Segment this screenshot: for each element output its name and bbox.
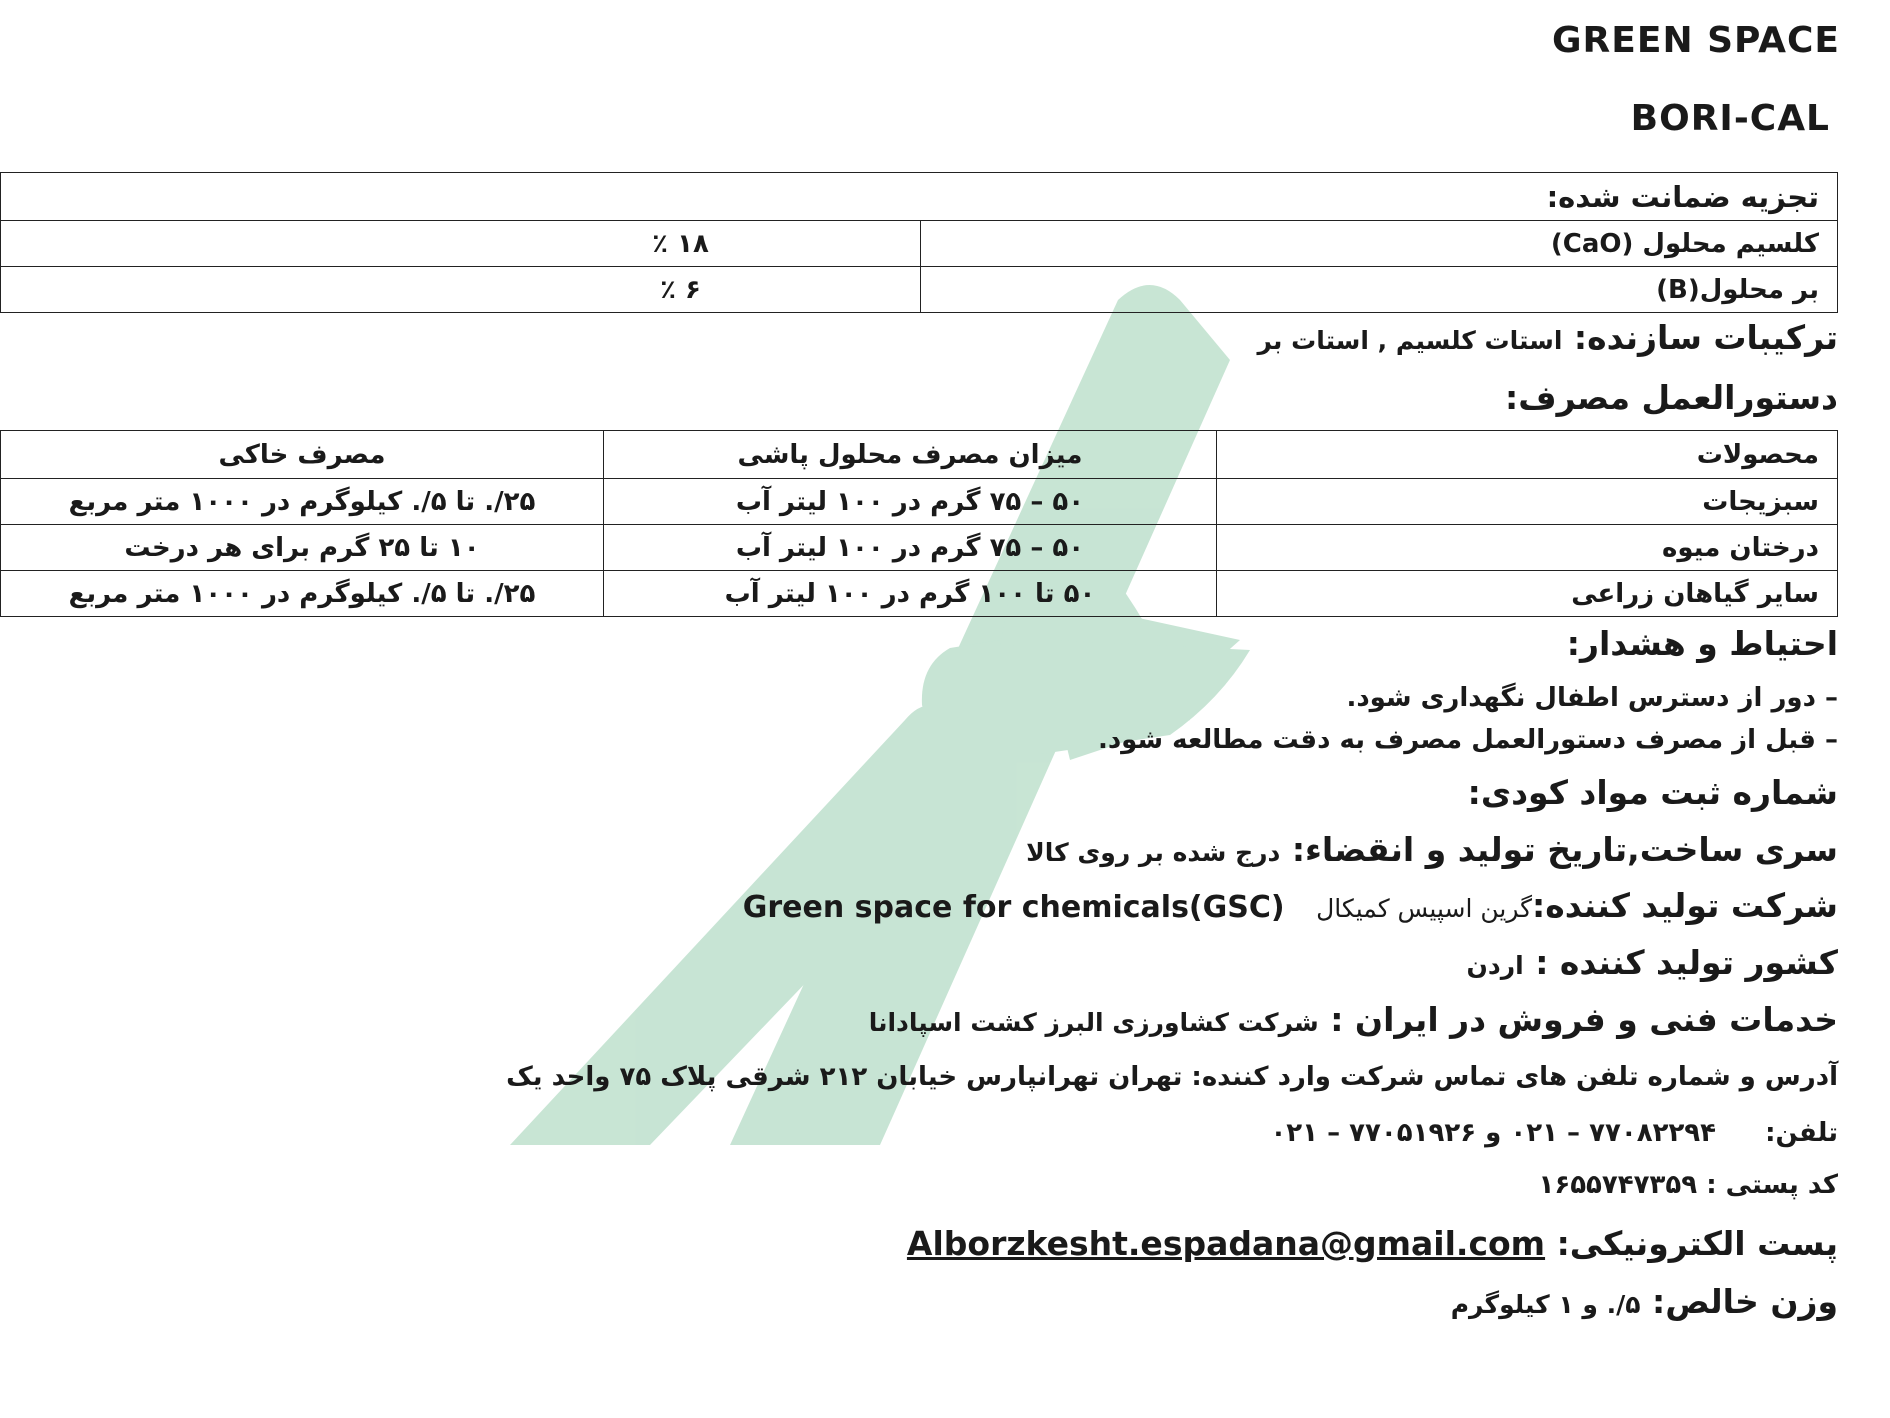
phone-value: ۷۷۰۸۲۲۹۴ – ۰۲۱ و ۷۷۰۵۱۹۲۶ – ۰۲۱ bbox=[1270, 1118, 1717, 1148]
usage-crop: درختان میوه bbox=[1217, 525, 1838, 571]
warning-item: – دور از دسترس اطفال نگهداری شود. bbox=[1346, 683, 1838, 713]
registration-label: شماره ثبت مواد کودی: bbox=[1467, 773, 1838, 812]
brand-name: GREEN SPACE bbox=[1552, 20, 1840, 61]
usage-foliar: ۵۰ – ۷۵ گرم در ۱۰۰ لیتر آب bbox=[604, 479, 1217, 525]
email-link[interactable]: Alborzkesht.espadana@gmail.com bbox=[906, 1224, 1546, 1263]
weight-value: ۵/. و ۱ کیلوگرم bbox=[1450, 1290, 1641, 1319]
usage-table bbox=[0, 430, 1838, 617]
analysis-label-cao: کلسیم محلول (CaO) bbox=[921, 221, 1838, 267]
warning-item: – قبل از مصرف دستورالعمل مصرف به دقت مطالعه شود. bbox=[1097, 725, 1838, 755]
batch-value: درج شده بر روی کالا bbox=[1026, 838, 1281, 867]
phone-label: تلفن: bbox=[1765, 1118, 1838, 1148]
usage-header-foliar: میزان مصرف محلول پاشی bbox=[604, 431, 1217, 479]
email-label: پست الکترونیکی: bbox=[1556, 1224, 1838, 1263]
composition-label: ترکیبات سازنده: bbox=[1573, 318, 1838, 357]
composition-value: استات کلسیم , استات بر bbox=[1257, 326, 1563, 355]
table-row bbox=[1, 571, 1838, 617]
postal-line bbox=[1538, 1170, 1838, 1200]
table-row bbox=[1, 479, 1838, 525]
services-line bbox=[869, 1000, 1838, 1039]
composition-line bbox=[1257, 318, 1838, 357]
postal-value: ۱۶۵۵۷۴۷۳۵۹ bbox=[1538, 1170, 1698, 1200]
analysis-label-boron: بر محلول(B) bbox=[921, 267, 1838, 313]
usage-title: دستورالعمل مصرف: bbox=[1505, 378, 1838, 417]
table-row bbox=[1, 525, 1838, 571]
batch-line bbox=[1026, 830, 1838, 869]
usage-foliar: ۵۰ تا ۱۰۰ گرم در ۱۰۰ لیتر آب bbox=[604, 571, 1217, 617]
country-line bbox=[1467, 943, 1838, 982]
usage-foliar: ۵۰ – ۷۵ گرم در ۱۰۰ لیتر آب bbox=[604, 525, 1217, 571]
usage-header-crop: محصولات bbox=[1217, 431, 1838, 479]
analysis-value-boron: ۶ ٪ bbox=[1, 267, 921, 313]
manufacturer-line bbox=[743, 886, 1838, 925]
services-value: شرکت کشاورزی البرز کشت اسپادانا bbox=[868, 1008, 1319, 1037]
usage-crop: سایر گیاهان زراعی bbox=[1217, 571, 1838, 617]
analysis-table bbox=[0, 172, 1838, 313]
manufacturer-value-fa: گرین اسپیس کمیکال bbox=[1316, 894, 1533, 923]
usage-header-row bbox=[1, 431, 1838, 479]
weight-line bbox=[1451, 1282, 1838, 1321]
usage-header-soil: مصرف خاکی bbox=[1, 431, 604, 479]
phone-line bbox=[1270, 1118, 1838, 1148]
warnings-title: احتیاط و هشدار: bbox=[1566, 624, 1838, 663]
manufacturer-value-en: Green space for chemicals(GSC) bbox=[742, 890, 1285, 925]
postal-label: کد پستی : bbox=[1706, 1170, 1838, 1200]
usage-soil: ۱۰ تا ۲۵ گرم برای هر درخت bbox=[1, 525, 604, 571]
usage-soil: ۲۵/. تا ۵/. کیلوگرم در ۱۰۰۰ متر مربع bbox=[1, 571, 604, 617]
batch-label: سری ساخت,تاریخ تولید و انقضاء: bbox=[1291, 830, 1838, 869]
usage-soil: ۲۵/. تا ۵/. کیلوگرم در ۱۰۰۰ متر مربع bbox=[1, 479, 604, 525]
country-value: اردن bbox=[1466, 951, 1524, 980]
usage-crop: سبزیجات bbox=[1217, 479, 1838, 525]
product-name: BORI-CAL bbox=[1630, 98, 1830, 139]
weight-label: وزن خالص: bbox=[1652, 1282, 1838, 1321]
manufacturer-label: شرکت تولید کننده: bbox=[1532, 886, 1838, 925]
country-label: کشور تولید کننده : bbox=[1535, 943, 1838, 982]
services-label: خدمات فنی و فروش در ایران : bbox=[1330, 1000, 1838, 1039]
analysis-value-cao: ۱۸ ٪ bbox=[1, 221, 921, 267]
analysis-title: تجزیه ضمانت شده: bbox=[1, 173, 1838, 221]
address-line: آدرس و شماره تلفن های تماس شرکت وارد کننده: تهران تهرانپارس خیابان ۲۱۲ شرقی پلاک ۷۵ واحد یک bbox=[506, 1062, 1838, 1092]
email-line bbox=[907, 1224, 1838, 1263]
